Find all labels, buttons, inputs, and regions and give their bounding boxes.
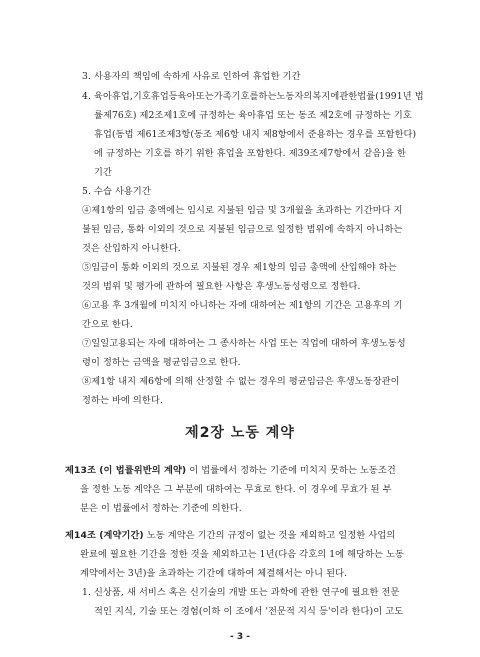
text-line: ⑤임금이 통화 이외의 것으로 지불된 경우 제1항의 임금 총액에 산입해야 하는	[82, 262, 397, 273]
page-number: - 3 -	[230, 632, 250, 642]
text-line: ④제1항의 임금 총액에는 임시로 지불된 임금 및 3개월을 초과하는 기간마다 지	[82, 205, 403, 216]
article-label: 제14조 (계약기간)	[65, 530, 144, 541]
article-label: 제13조 (이 법률위반의 계약)	[65, 465, 187, 476]
text-line: 령이 정하는 금액을 평균임금으로 한다.	[82, 357, 241, 368]
text-line	[65, 530, 395, 542]
text-line: 간으로 한다.	[82, 319, 133, 330]
article-text: 이 법률에서 정하는 기준에 미치지 못하는 노동조건	[186, 465, 396, 476]
text-line	[65, 465, 396, 477]
text-line: 계약에서는 3년)을 초과하는 기간에 대하여 체결해서는 아니 된다.	[80, 568, 348, 579]
text-line: 분은 이 법률에서 정하는 기준에 의한다.	[80, 503, 242, 514]
text-line: 완료에 필요한 기간을 정한 것을 제외하고는 1년(다음 각호의 1에 해당하는 노동	[80, 549, 405, 560]
text-line: 5. 수습 사용기간	[82, 186, 151, 197]
text-line: 1. 신상품, 새 서비스 혹은 신기술의 개발 또는 과학에 관한 연구에 필요한 전문	[82, 587, 400, 598]
text-line: 4. 육아휴업,기호휴업등육아또는가족기호를하는노동자의복지에관한법률(1991년 법	[82, 91, 424, 102]
text-line: 적인 지식, 기술 또는 경험(이하 이 조에서 '전문적 지식 등'이라 한다)이 고도	[94, 606, 404, 617]
text-line: 3. 사용자의 책임에 속하게 사유로 인하여 휴업한 기간	[82, 71, 301, 82]
text-line: 률제76호) 제2조제1호에 규정하는 육아휴업 또는 동조 제2호에 규정하는 기호	[94, 110, 412, 121]
text-line: 것의 범위 및 평가에 관하여 필요한 사항은 후생노동성령으로 정한다.	[82, 281, 361, 292]
text-line: 에 규정하는 기호를 하기 위한 휴업을 포함한다. 제39조제7항에서 같음)을 한	[94, 148, 407, 159]
chapter-heading: 제2장 노동 계약	[185, 425, 295, 441]
text-line: 불된 임금, 통화 이외의 것으로 지불된 임금으로 일정한 범위에 속하지 아니하는	[82, 224, 403, 235]
text-line: 기간	[94, 167, 112, 178]
text-line: 것은 산입하지 아니한다.	[82, 243, 181, 254]
text-line: ⑦일일고용되는 자에 대하여는 그 종사하는 사업 또는 직업에 대하여 후생노동성	[82, 338, 406, 349]
text-line: 휴업(동법 제61조제3항(동조 제6항 내지 제8항에서 준용하는 경우를 포함한다)	[94, 129, 417, 140]
text-line: ⑥고용 후 3개월에 미치지 아니하는 자에 대하여는 제1항의 기간은 고용후의 기	[82, 300, 403, 311]
article-text: 노동 계약은 기간의 규정이 없는 것을 제외하고 일정한 사업의	[143, 530, 396, 541]
text-line: 을 정한 노동 계약은 그 부분에 대하여는 무효로 한다. 이 경우에 무효가 된 부	[80, 484, 392, 495]
text-line: ⑧제1항 내지 제6항에 의해 산정할 수 없는 경우의 평균임금은 후생노동장관이	[82, 376, 400, 387]
text-line: 정하는 바에 의한다.	[82, 395, 163, 406]
